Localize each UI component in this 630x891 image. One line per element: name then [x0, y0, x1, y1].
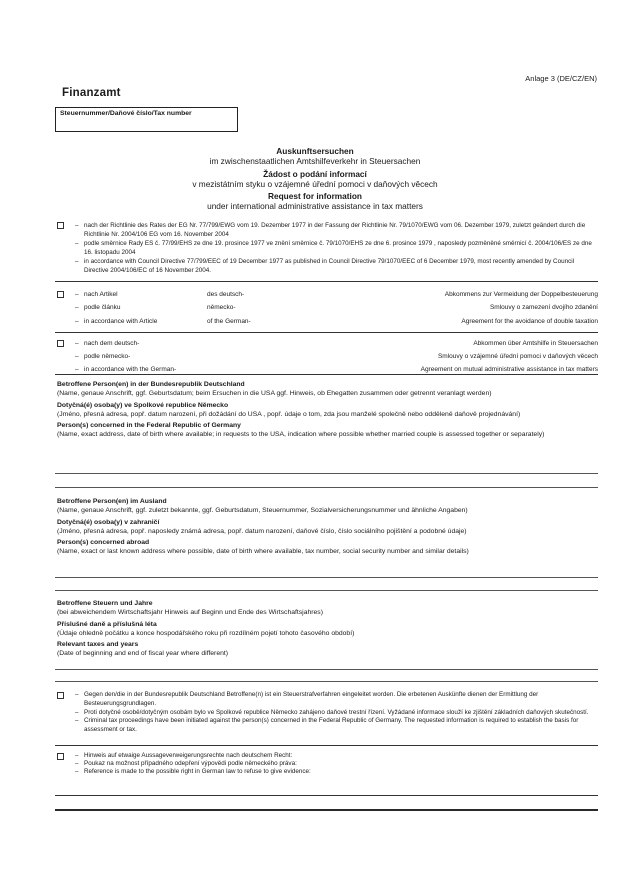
persons-germany-de [57, 380, 598, 398]
dta-left-cz: podle článku [84, 304, 121, 312]
taxes-years-heading-en: Relevant taxes and years [57, 641, 139, 648]
dash: – [75, 760, 79, 768]
dash: – [75, 340, 79, 347]
persons-germany-cz [57, 401, 598, 419]
dash: – [75, 752, 79, 759]
criminal-text-cz: Proti dotyčné osobě/dotyčným osobám bylo ve Spolkové republice Německo zahájeno daňové trestní řízení. Vyžádané informace slouží ke zjištění základních daňových skutečností. [84, 708, 589, 716]
persons-abroad-note-en: (Name, exact or last known address where possible, date of birth where available, tax number, social security number and similar details) [57, 548, 469, 555]
dash: – [75, 304, 79, 312]
taxes-years-note-de: (bei abweichendem Wirtschaftsjahr Hinweis auf Beginn und Ende des Wirtschaftsjahres) [57, 609, 323, 616]
refusal-item-en [75, 768, 598, 776]
criminal-proceedings-section [57, 691, 598, 735]
form-title-block [0, 146, 630, 214]
persons-germany-note-cz: (Jméno, přesná adresa, popř. datum narození, při dožádání do USA , popř. údaje o tom, zda jsou manželé společně nebo odděleně daňově projednávání) [57, 410, 521, 418]
mutual-right-de: Abkommen über Amtshilfe in Steuersachen [473, 340, 598, 347]
criminal-text-de: Gegen den/die in der Bundesrepublik Deutschland Betroffene(n) ist ein Steuerstrafverfahren eingeleitet worden. Die erbetenen Auskünfte dienen der Ermittlung der Besteuerungsgrundlagen. [84, 691, 539, 707]
office-label: Finanzamt [62, 87, 121, 99]
persons-germany-heading-cz: Dotyčná(é) osoba(y) ve Spolkové republice Německo [57, 401, 229, 409]
persons-abroad-section [57, 497, 598, 559]
dta-right-de: Abkommens zur Vermeidung der Doppelbesteuerung [444, 291, 598, 298]
title-de: Auskunftsersuchen [276, 146, 354, 156]
title-en: Request for information [267, 191, 363, 201]
refusal-rights-section [57, 752, 598, 777]
legal-basis-checkbox[interactable] [57, 222, 64, 229]
divider [55, 745, 598, 746]
mutual-assistance-section [57, 337, 598, 376]
tax-number-box-label: Steuernummer/Daňové číslo/Tax number [60, 110, 192, 117]
mutual-left-en: in accordance with the German- [84, 366, 177, 373]
dash: – [75, 717, 79, 725]
dash: – [75, 291, 79, 298]
legal-basis-text-en: in accordance with Council Directive 77/799/EEC of 19 December 1977 as published in Council Directive 79/1070/EEC of 6 December 1979, most recently amended by Council Directive 2004/106/EC of 16 November 2004. [84, 258, 575, 274]
divider [55, 809, 598, 811]
dta-mid-cz: německo- [207, 304, 236, 312]
dta-row-cz [75, 301, 598, 314]
dash: – [75, 317, 79, 325]
taxes-years-section [57, 599, 598, 661]
tax-number-box[interactable] [55, 107, 238, 132]
persons-abroad-note-de: (Name, genaue Anschrift, ggf. zuletzt bekannte, ggf. Geburtsdatum, Steuernummer, Sozialversicherungsnummer und ähnliche Angaben) [57, 507, 468, 514]
subtitle-en: under international administrative assistance in tax matters [207, 201, 423, 211]
criminal-proceedings-checkbox[interactable] [57, 692, 64, 699]
dash: – [75, 258, 79, 265]
legal-basis-item-cz [75, 239, 598, 257]
dta-mid-de: des deutsch- [207, 291, 245, 298]
dta-row-de [75, 288, 598, 301]
mutual-row-cz [75, 350, 598, 363]
divider [55, 332, 598, 333]
refusal-text-en: Reference is made to the possible right in German law to refuse to give evidence: [84, 768, 311, 776]
persons-abroad-heading-cz: Dotyčná(é) osoba(y) v zahraničí [57, 518, 160, 526]
dash: – [75, 240, 79, 247]
dta-mid-en: of the German- [207, 317, 251, 325]
criminal-item-cz [75, 709, 598, 718]
dta-article-section [57, 288, 598, 328]
persons-germany-heading-de: Betroffene Person(en) in der Bundesrepublik Deutschland [57, 381, 245, 388]
subtitle-cz: v mezistátním styku o vzájemné úřední pomoci v daňových věcech [192, 178, 438, 189]
legal-basis-item-de [75, 221, 598, 239]
persons-germany-note-de: (Name, genaue Anschrift, ggf. Geburtsdatum; beim Ersuchen in die USA ggf. Hinweis, ob Ehegatten zusammen oder getrennt veranlagt werden) [57, 390, 492, 397]
mutual-right-en: Agreement on mutual administrative assistance in tax matters [420, 366, 598, 373]
annex-label: Anlage 3 (DE/CZ/EN) [525, 74, 597, 83]
refusal-item-cz [75, 760, 598, 768]
taxes-years-en [57, 640, 598, 658]
write-in-line[interactable] [55, 795, 598, 796]
taxes-years-note-cz: (Údaje ohledně počátku a konce hospodářského roku při rozdílném pojetí tohoto časového období) [57, 629, 355, 637]
subtitle-de: im zwischenstaatlichen Amtshilfeverkehr in Steuersachen [209, 156, 421, 166]
dta-right-en: Agreement for the avoidance of double taxation [461, 317, 598, 325]
dta-left-de: nach Artikel [84, 291, 118, 298]
persons-germany-note-en: (Name, exact address, date of birth where available; in requests to the USA, indication where possible whether married couple is assessed together or separately) [57, 431, 545, 438]
persons-abroad-de [57, 497, 598, 515]
divider [55, 374, 598, 375]
legal-basis-text-de: nach der Richtlinie des Rates der EG Nr. 77/799/EWG vom 19. Dezember 1977 in der Fassung der Richtlinie Nr. 79/1070/EWG vom 06. Dezember 1979, zuletzt geändert durch die Richtlinie Nr. 2004/106 EG vom 16. November 2004 [84, 222, 586, 238]
dash: – [75, 222, 79, 229]
persons-abroad-note-cz: (Jméno, přesná adresa, popř. naposledy známá adresa, popř. datum narození, daňové číslo, číslo sociálního pojištění a podobné údaje) [57, 527, 467, 535]
taxes-years-de [57, 599, 598, 617]
dta-right-cz: Smlouvy o zamezení dvojího zdanění [489, 304, 598, 312]
dta-left-en: in accordance with Article [84, 317, 158, 325]
mutual-row-de [75, 337, 598, 350]
refusal-rights-checkbox[interactable] [57, 753, 64, 760]
persons-germany-heading-en: Person(s) concerned in the Federal Republic of Germany [57, 422, 241, 429]
mutual-right-cz: Smlouvy o vzájemné úřední pomoci v daňových věcech [437, 353, 598, 360]
criminal-text-en: Criminal tax proceedings have been initiated against the person(s) concerned in the Federal Republic of Germany. The requested information is required to establish the basis for assessment or tax. [84, 717, 579, 734]
mutual-left-de: nach dem deutsch- [84, 340, 140, 347]
dta-row-en [75, 315, 598, 328]
dash: – [75, 768, 79, 776]
taxes-years-heading-de: Betroffene Steuern und Jahre [57, 600, 153, 607]
taxes-years-note-en: (Date of beginning and end of fiscal year where different) [57, 650, 229, 657]
persons-abroad-cz [57, 518, 598, 536]
write-in-line[interactable] [55, 577, 598, 578]
mutual-assistance-checkbox[interactable] [57, 340, 64, 347]
taxes-years-cz [57, 620, 598, 638]
legal-basis-item-en [75, 257, 598, 275]
criminal-item-de [75, 691, 598, 709]
dash: – [75, 353, 79, 360]
dash: – [75, 708, 79, 716]
legal-basis-text-cz: podle směrnice Rady ES č. 77/99/EHS ze dne 19. prosince 1977 ve znění směrnice č. 79/1070/EHS ze dne 6. prosince 1979 , naposledy pozměněné směrnicí č. 2004/106/ES ze dne 16. listopadu 2004 [84, 240, 592, 256]
persons-abroad-heading-en: Person(s) concerned abroad [57, 539, 150, 546]
title-cz: Žádost o podání informací [263, 168, 367, 179]
persons-abroad-heading-de: Betroffene Person(en) im Ausland [57, 498, 167, 505]
write-in-line[interactable] [55, 487, 598, 488]
dash: – [75, 366, 79, 373]
write-in-line[interactable] [55, 669, 598, 670]
dash: – [75, 691, 79, 698]
refusal-text-cz: Poukaz na možnost případného odepření výpovědi podle německého práva: [84, 760, 297, 768]
refusal-item-de [75, 752, 598, 760]
dta-article-checkbox[interactable] [57, 291, 64, 298]
refusal-text-de: Hinweis auf etwaige Aussageverweigerungsrechte nach deutschem Recht: [84, 752, 293, 759]
taxes-years-heading-cz: Příslušné daně a příslušná léta [57, 620, 157, 628]
divider [55, 281, 598, 282]
mutual-left-cz: podle německo- [84, 353, 131, 360]
write-in-line[interactable] [55, 590, 598, 591]
persons-germany-section [57, 380, 598, 442]
write-in-line[interactable] [55, 473, 598, 474]
criminal-item-en [75, 717, 598, 735]
persons-abroad-en [57, 538, 598, 556]
legal-basis-section [57, 221, 598, 275]
persons-germany-en [57, 421, 598, 439]
write-in-line[interactable] [55, 681, 598, 682]
